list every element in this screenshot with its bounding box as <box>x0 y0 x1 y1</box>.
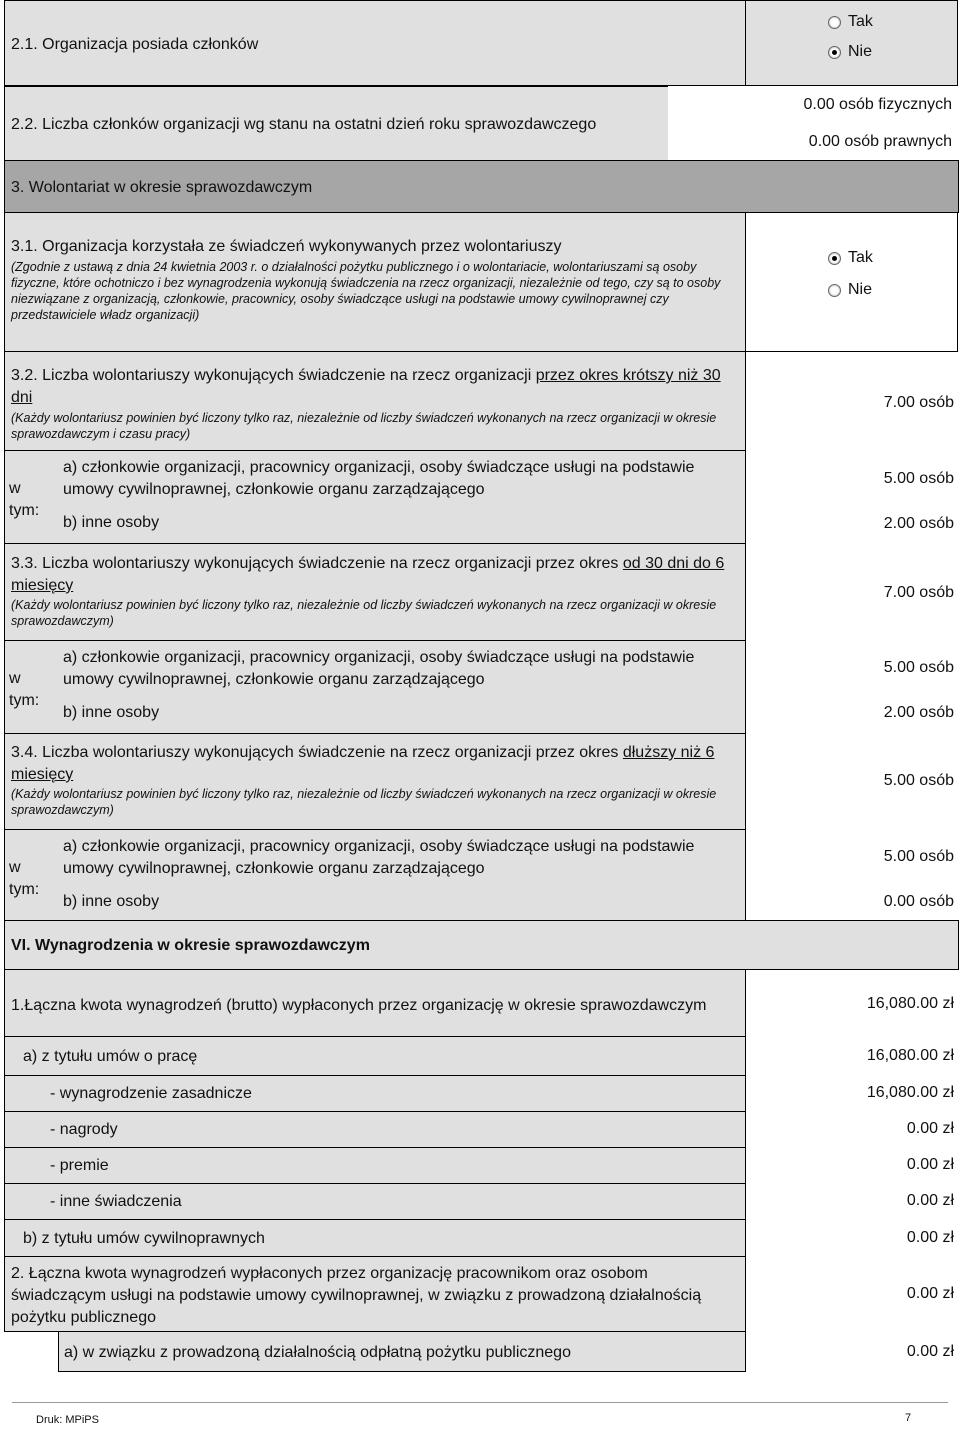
section-3-3-note: (Każdy wolontariusz powinien być liczony tylko raz, niezależnie od liczby świadczeń wykonanych na rzecz organizacji w okresie sprawozdawczym) <box>11 598 717 628</box>
section-3-3-label <box>11 553 748 597</box>
section-3-2-b-value: 2.00 osób <box>883 515 954 532</box>
section-3-4-wtym-cell <box>4 829 746 921</box>
wage-row-label: - premie <box>50 1157 109 1174</box>
radio-tak-2-1[interactable] <box>828 12 873 32</box>
section-3-4-line-b: b) inne osoby <box>63 893 160 910</box>
section-3-2-a-value: 5.00 osób <box>883 470 954 487</box>
wage-row <box>4 1111 746 1148</box>
section-2-1-label: 2.1. Organizacja posiada członków <box>11 36 259 53</box>
members-legal: 0.00 osób prawnych <box>808 133 952 150</box>
section-vi-1-value: 16,080.00 zł <box>866 995 954 1012</box>
section-vi-2a-label-cell <box>58 1331 746 1372</box>
section-3-3-label-period: od 30 dni do 6 miesięcy <box>11 555 725 594</box>
section-3-3-wtym-cell <box>4 640 746 734</box>
wage-row-label: b) z tytułu umów cywilnoprawnych <box>23 1230 265 1247</box>
section-3-3-a-value: 5.00 osób <box>883 659 954 676</box>
section-3-2-label <box>11 365 746 409</box>
section-3-4-label-cell <box>4 733 746 830</box>
wage-row <box>4 1147 746 1184</box>
w-tym-label: w tym: <box>9 670 40 709</box>
radio-label-tak: Tak <box>848 249 873 266</box>
section-3-2-label-text: 3.2. Liczba wolontariuszy wykonujących świadczenie na rzecz organizacji <box>11 367 536 384</box>
wage-row <box>4 1219 746 1257</box>
section-2-2-label: 2.2. Liczba członków organizacji wg stanu na ostatni dzień roku sprawozdawczego <box>11 116 597 133</box>
section-3-4-note: (Każdy wolontariusz powinien być liczony tylko raz, niezależnie od liczby świadczeń wykonanych na rzecz organizacji w okresie sprawozdawczym) <box>11 787 717 817</box>
section-3-heading: 3. Wolontariat w okresie sprawozdawczym <box>11 179 313 196</box>
radio-label-nie: Nie <box>848 281 873 298</box>
section-vi-2a-label: a) w związku z prowadzoną działalnością odpłatną pożytku publicznego <box>64 1344 571 1361</box>
wage-row-label: a) z tytułu umów o pracę <box>23 1048 198 1065</box>
section-3-4-line-a: a) członkowie organizacji, pracownicy organizacji, osoby świadczące usługi na podstawie umowy cywilnoprawnej, członkowie organu zarządzającego <box>63 838 695 877</box>
section-vi-2a-value: 0.00 zł <box>906 1343 954 1360</box>
section-3-2-wtym-cell <box>4 450 746 544</box>
section-3-4-label-text: 3.4. Liczba wolontariuszy wykonujących świadczenie na rzecz organizacji przez okres <box>11 744 623 761</box>
wage-row <box>4 1075 746 1112</box>
wage-row-label: - inne świadczenia <box>50 1193 182 1210</box>
radio-selected-icon <box>828 46 841 59</box>
section-3-2-total: 7.00 osób <box>883 394 954 411</box>
section-vi-2-label-cell <box>4 1256 746 1332</box>
section-3-1-label-cell <box>4 212 746 352</box>
section-3-2-line-b: b) inne osoby <box>63 514 160 531</box>
section-3-2-label-cell <box>4 351 746 451</box>
radio-icon <box>828 16 841 29</box>
section-3-3-line-a: a) członkowie organizacji, pracownicy organizacji, osoby świadczące usługi na podstawie umowy cywilnoprawnej, członkowie organu zarządzającego <box>63 649 695 688</box>
radio-label-tak: Tak <box>848 13 873 30</box>
section-vi-heading-cell <box>4 920 959 970</box>
section-3-heading-cell <box>4 160 959 213</box>
section-3-4-b-value: 0.00 osób <box>883 893 954 910</box>
w-tym-label: w tym: <box>9 480 40 519</box>
section-3-3-label-text: 3.3. Liczba wolontariuszy wykonujących świadczenie na rzecz organizacji przez okres <box>11 555 623 572</box>
section-3-3-line-b: b) inne osoby <box>63 704 160 721</box>
radio-selected-icon <box>828 252 841 265</box>
wage-row-label: - nagrody <box>50 1121 118 1138</box>
section-3-3-label-cell <box>4 543 746 641</box>
wage-row-value: 0.00 zł <box>906 1192 954 1209</box>
section-3-2-note: (Każdy wolontariusz powinien być liczony tylko raz, niezależnie od liczby świadczeń wykonanych na rzecz organizacji w okresie sprawozdawczym i czasu pracy) <box>11 411 717 441</box>
wage-row-value: 16,080.00 zł <box>866 1084 954 1101</box>
section-2-1-label-cell <box>4 0 746 86</box>
section-vi-1-label-cell <box>4 969 746 1037</box>
section-vi-heading: VI. Wynagrodzenia w okresie sprawozdawczym <box>11 937 370 954</box>
section-2-2-label-cell <box>4 86 669 161</box>
section-3-2-label-period: przez okres krótszy niż 30 dni <box>11 367 721 406</box>
section-vi-2-value: 0.00 zł <box>906 1285 954 1302</box>
section-2-2-values-cell <box>668 86 958 161</box>
w-tym-label: w tym: <box>9 859 40 898</box>
radio-tak-3-1[interactable] <box>828 248 873 268</box>
section-3-1-note: (Zgodnie z ustawą z dnia 24 kwietnia 2003 r. o działalności pożytku publicznego i o wolontariacie, wolontariuszami są osoby fizyczne, które ochotniczo i bez wynagrodzenia wykonują świadczenia na rzecz organizacji, niezależnie od tego, czy są to osoby niezwiązane z organizacją, członkowie, pracownicy, osoby świadczące usługi na podstawie umowy cywilnoprawnej czy przedstawiciele władz organizacji) <box>11 260 721 322</box>
footer-page-number: 7 <box>905 1412 912 1424</box>
section-3-2-line-a: a) członkowie organizacji, pracownicy organizacji, osoby świadczące usługi na podstawie umowy cywilnoprawnej, członkowie organu zarządzającego <box>63 459 695 498</box>
section-3-3-total: 7.00 osób <box>883 584 954 601</box>
radio-label-nie: Nie <box>848 43 873 60</box>
section-3-4-total: 5.00 osób <box>883 772 954 789</box>
radio-nie-2-1[interactable] <box>828 42 872 62</box>
wage-row-label: - wynagrodzenie zasadnicze <box>50 1085 252 1102</box>
wage-row-value: 0.00 zł <box>906 1156 954 1173</box>
section-vi-1-label: 1.Łączna kwota wynagrodzeń (brutto) wypłaconych przez organizację w okresie sprawozdawczym <box>11 997 707 1014</box>
section-vi-2-label: 2. Łączna kwota wynagrodzeń wypłaconych przez organizację pracownikom oraz osobom świadczącym usługi na podstawie umowy cywilnoprawnej, w związku z prowadzoną działalnością pożytku publicznego <box>11 1265 702 1326</box>
footer-rule <box>12 1402 948 1403</box>
section-2-1-answer-cell <box>745 0 958 86</box>
radio-nie-3-1[interactable] <box>828 280 872 300</box>
section-3-3-b-value: 2.00 osób <box>883 704 954 721</box>
wage-row-value: 0.00 zł <box>906 1229 954 1246</box>
wage-row <box>4 1183 746 1220</box>
section-3-4-label <box>11 742 746 786</box>
members-natural: 0.00 osób fizycznych <box>803 96 952 113</box>
section-3-4-label-period: dłuższy niż 6 miesięcy <box>11 744 715 783</box>
section-3-1-label: 3.1. Organizacja korzystała ze świadczeń wykonywanych przez wolontariuszy <box>11 238 562 255</box>
wage-row-value: 0.00 zł <box>906 1120 954 1137</box>
radio-icon <box>828 284 841 297</box>
footer-print-label: Druk: MPiPS <box>36 1414 99 1426</box>
section-3-4-a-value: 5.00 osób <box>883 848 954 865</box>
wage-row <box>4 1036 746 1076</box>
section-3-1-answer-cell <box>745 212 958 352</box>
wage-row-value: 16,080.00 zł <box>866 1047 954 1064</box>
